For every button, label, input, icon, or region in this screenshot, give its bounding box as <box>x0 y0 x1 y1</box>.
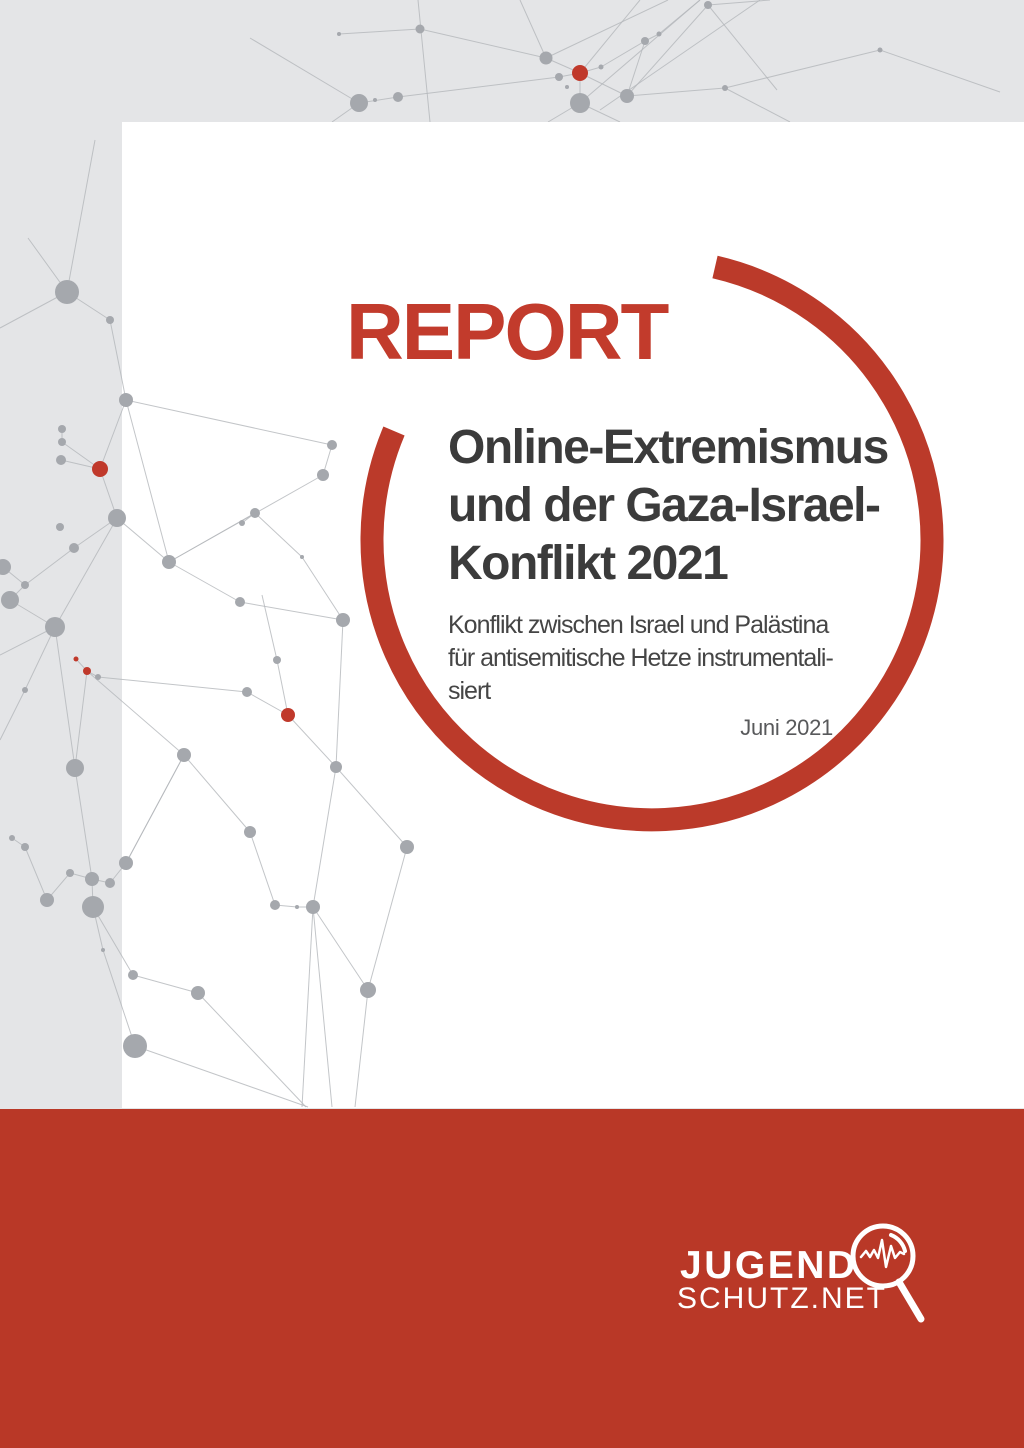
report-heading: REPORT <box>346 287 668 376</box>
logo-text-jugend: JUGEND <box>680 1244 858 1287</box>
title-line: Online-Extremismus <box>448 421 888 474</box>
subtitle-line: Konflikt zwischen Israel und Palästina <box>448 611 829 639</box>
subtitle-line: siert <box>448 677 491 705</box>
signal-arc-icon <box>891 1235 905 1251</box>
logo-text-schutznet: SCHUTZ.NET <box>677 1282 887 1315</box>
pulse-line-icon <box>861 1240 904 1267</box>
title-line: Konflikt 2021 <box>448 537 728 590</box>
report-date: Juni 2021 <box>740 715 833 740</box>
subtitle-line: für antisemitische Hetze instrumentali- <box>448 644 833 672</box>
title-line: und der Gaza-Israel- <box>448 479 880 532</box>
